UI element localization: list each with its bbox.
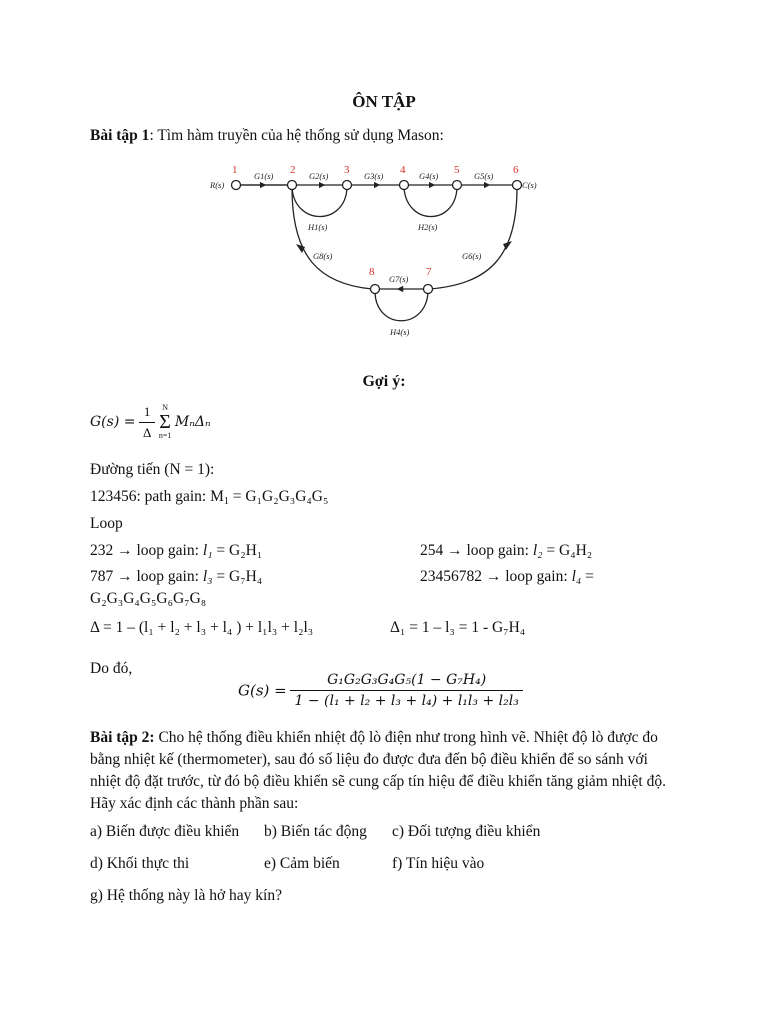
result-numerator: G₁G₂G₃G₄G₅(1 − G₇H₄) [290,672,522,691]
question-d: d) Khối thực thi [90,855,190,872]
node-3 [343,181,352,190]
loop-gain: = G₂H₁ [212,542,263,559]
node-number: 6 [513,164,519,176]
node-number: 8 [369,266,375,278]
loop-name: l₂ [532,542,543,559]
loop-gain: = G₇H₄ [212,568,263,585]
question-f: f) Tín hiệu vào [392,855,485,872]
hint-title: Gợi ý: [362,373,406,390]
loop-gain: = [581,568,594,585]
loop-3 [90,568,262,586]
loop-path: 232 → loop gain: [90,542,203,559]
formula-lhs: G(s) = [90,414,136,430]
formula-fraction [139,404,155,441]
sum-top: N [162,403,168,412]
loop-2 [420,542,592,560]
loop-4-continued: G₂G₃G₄G₅G₆G₇G₈ [90,590,207,607]
page-title: ÔN TẬP [352,92,416,111]
exercise-2-text: Cho hệ thống điều khiển nhiệt độ lò điện như trong hình vẽ. Nhiệt độ lò được đo bằng nhiệt kế (thermometer), sau đó số liệu đo được đưa đến bộ điều khiển để so sánh với nhiệt độ đặt trước, từ đó bộ điều khiển sẽ cung cấp tín hiệu để điều khiển tăng giảm nhiệt độ. Hãy xác định các thành phần sau: [90,729,666,812]
forward-path-value: = G₁G₂G₃G₄G₅ [228,488,329,505]
node-7 [424,285,433,294]
node-number: 7 [426,266,432,278]
branch-label: H2(s) [418,222,438,232]
formula-numerator: 1 [139,404,155,423]
loop-name: l₄ [571,568,582,585]
loop-path: 254 → loop gain: [420,542,533,559]
node-number: 3 [344,164,350,176]
exercise-2-paragraph [90,727,680,815]
loop-1 [90,542,262,560]
node-4 [400,181,409,190]
result-denominator: 1 − (l₁ + l₂ + l₃ + l₄) + l₁l₃ + l₂l₃ [294,693,519,709]
input-label: R(s) [210,180,225,190]
branch-label: G8(s) [313,251,333,261]
result-fraction [290,672,522,709]
loop-heading: Loop [90,515,123,532]
result-lhs: G(s) = [238,681,287,700]
loop-path: 787 → loop gain: [90,568,203,585]
question-a: a) Biến được điều khiển [90,823,240,840]
branch-label: H1(s) [308,222,328,232]
node-2 [288,181,297,190]
sum-symbol [159,403,172,441]
exercise-1-label: Bài tập 1 [90,127,150,144]
sum-bottom: n=1 [158,431,172,440]
forward-path-sub: 1 [223,496,229,507]
mason-formula [90,403,211,441]
loop-name: l₃ [202,568,213,585]
node-5 [453,181,462,190]
result-formula [238,672,523,709]
loop-path: 23456782 → loop gain: [420,568,572,585]
node-8 [371,285,380,294]
formula-term: MₙΔₙ [174,414,211,430]
branch-label: H4(s) [390,327,410,337]
conclusion-label: Do đó, [90,660,133,677]
branch-label: G6(s) [462,251,482,261]
question-b: b) Biến tác động [264,823,367,840]
exercise-1-text: : Tìm hàm truyền của hệ thống sử dụng Mason: [149,127,444,144]
question-g: g) Hệ thống này là hở hay kín? [90,887,282,904]
exercise-1-heading [90,127,444,145]
output-label: C(s) [522,180,537,190]
branch-label: G7(s) [389,274,409,284]
node-number: 4 [400,164,406,176]
delta-expression: Δ = 1 – (l₁ + l₂ + l₃ + l₄ ) + l₁l₃ + l₂l₃ [90,619,314,636]
formula-denominator: Δ [142,424,152,440]
sigma-icon: Σ [159,411,171,433]
node-number: 1 [232,164,238,176]
branch-label: G1(s) [254,171,274,181]
signal-flow-graph [200,158,560,343]
node-number: 5 [454,164,460,176]
node-1 [232,181,241,190]
branch-label: G4(s) [419,171,439,181]
loop-gain: = G₄H₂ [542,542,593,559]
forward-path-heading: Đường tiến (N = 1): [90,461,215,478]
loop-name: l₁ [202,542,213,559]
question-c: c) Đối tượng điều khiển [392,823,541,840]
exercise-2-label: Bài tập 2: [90,729,155,746]
loop-4 [420,568,594,586]
node-number: 2 [290,164,296,176]
forward-path-gain [90,488,328,506]
forward-path-text: 123456: path gain: M [90,488,224,505]
branch-label: G2(s) [309,171,329,181]
branch-label: G5(s) [474,171,494,181]
question-e: e) Cảm biến [264,855,340,872]
node-6 [513,181,522,190]
delta1-expression: Δ₁ = 1 – l₃ = 1 - G₇H₄ [390,619,526,636]
branch-label: G3(s) [364,171,384,181]
